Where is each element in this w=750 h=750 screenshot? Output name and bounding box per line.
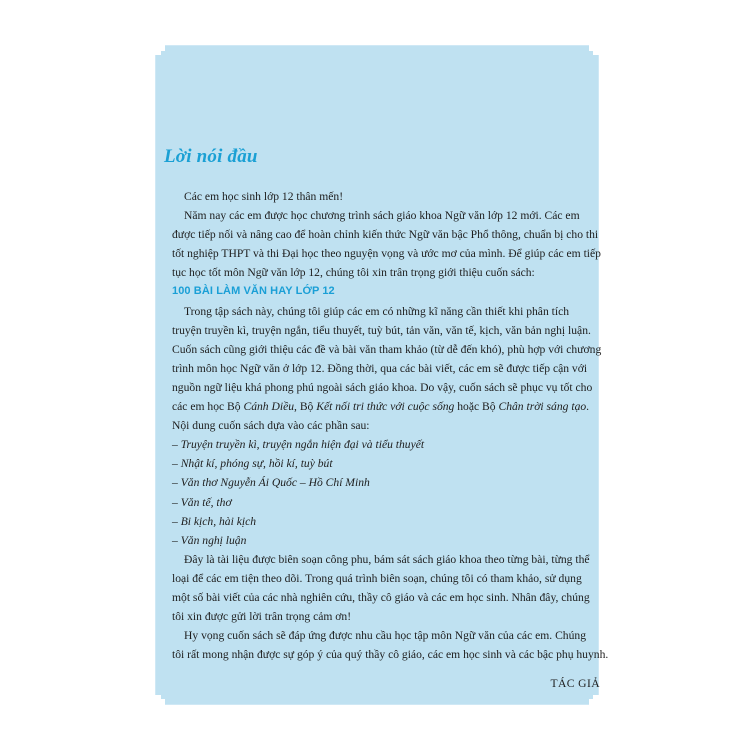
corner-ornament [589, 45, 599, 55]
book-series-name: Chân trời sáng tạo [498, 400, 587, 414]
corner-ornament [155, 695, 165, 705]
paragraph-line: trình môn học Ngữ văn ở lớp 12. Đồng thời, qua các bài viết, các em sẽ được tiếp cận với [172, 361, 588, 375]
paragraph-line: Hy vọng cuốn sách sẽ đáp ứng được nhu cầu học tập môn Ngữ văn của các em. Chúng [184, 629, 586, 643]
book-series-name: Cánh Diều [243, 400, 295, 414]
contents-intro: Nội dung cuốn sách dựa vào các phần sau: [172, 419, 370, 433]
paragraph-line: Cuốn sách cũng giới thiệu các đề và bài văn tham khảo (từ dễ đến khó), phù hợp với chương [172, 342, 602, 356]
book-title: 100 BÀI LÀM VĂN HAY LỚP 12 [172, 285, 335, 298]
paragraph-line: loại để các em tiện theo dõi. Trong quá trình biên soạn, chúng tôi có tham khảo, sử dụng [172, 571, 582, 585]
page-heading: Lời nói đầu [164, 146, 258, 167]
text-span: hoặc Bộ [454, 400, 499, 414]
foreword-body [172, 187, 609, 693]
author-signature: TÁC GIẢ [550, 677, 600, 691]
paragraph-line: được tiếp nối và nâng cao để hoàn chỉnh kiến thức Ngữ văn bậc Phổ thông, chuẩn bị cho thi [172, 228, 599, 242]
paragraph-line: tôi xin được gửi lời trân trọng cảm ơn! [172, 610, 352, 624]
signature-row [172, 674, 600, 693]
section-item: – Văn nghị luận [172, 533, 247, 547]
paragraph-line: tục học tốt môn Ngữ văn lớp 12, chúng tôi xin trân trọng giới thiệu cuốn sách: [172, 266, 535, 280]
text-span: , Bộ [294, 400, 317, 414]
paragraph-line: Năm nay các em được học chương trình sách giáo khoa Ngữ văn lớp 12 mới. Các em [184, 209, 580, 223]
section-item: – Nhật kí, phóng sự, hồi kí, tuỳ bút [172, 457, 333, 471]
paragraph-line: nguồn ngữ liệu khá phong phú ngoài sách giáo khoa. Do vậy, cuốn sách sẽ phục vụ tốt cho [172, 380, 593, 394]
section-item: – Truyện truyền kì, truyện ngắn hiện đại và tiểu thuyết [172, 438, 425, 452]
book-series-name: Kết nối tri thức với cuộc sống [316, 400, 455, 414]
paragraph-line: Trong tập sách này, chúng tôi giúp các em có những kĩ năng cần thiết khi phân tích [184, 304, 570, 318]
paragraph-line: một số bài viết của các nhà nghiên cứu, thầy cô giáo và các em học sinh. Nhân đây, chúng [172, 590, 590, 604]
corner-ornament [155, 45, 165, 55]
text-span: . [586, 400, 590, 414]
section-item: – Bi kịch, hài kịch [172, 514, 257, 528]
paragraph-line: tốt nghiệp THPT và thi Đại học theo nguyện vọng và ước mơ của mình. Để giúp các em tiếp [172, 247, 601, 261]
paragraph-line: tôi rất mong nhận được sự góp ý của quý thầy cô giáo, các em học sinh và các bậc phụ huynh. [172, 648, 609, 662]
section-item: – Văn tế, thơ [172, 495, 232, 509]
greeting: Các em học sinh lớp 12 thân mến! [184, 190, 344, 203]
corner-ornament [589, 695, 599, 705]
paragraph-line: truyện truyền kì, truyện ngắn, tiểu thuyết, tuỳ bút, tản văn, văn tế, kịch, văn bản nghị luận. [172, 323, 591, 337]
paragraph-line: Đây là tài liệu được biên soạn công phu, bám sát sách giáo khoa theo từng bài, từng thể [184, 552, 590, 566]
text-span: các em học Bộ [172, 400, 244, 414]
section-item: – Văn thơ Nguyễn Ái Quốc – Hồ Chí Minh [172, 476, 370, 490]
paragraph-line-books [172, 397, 600, 416]
